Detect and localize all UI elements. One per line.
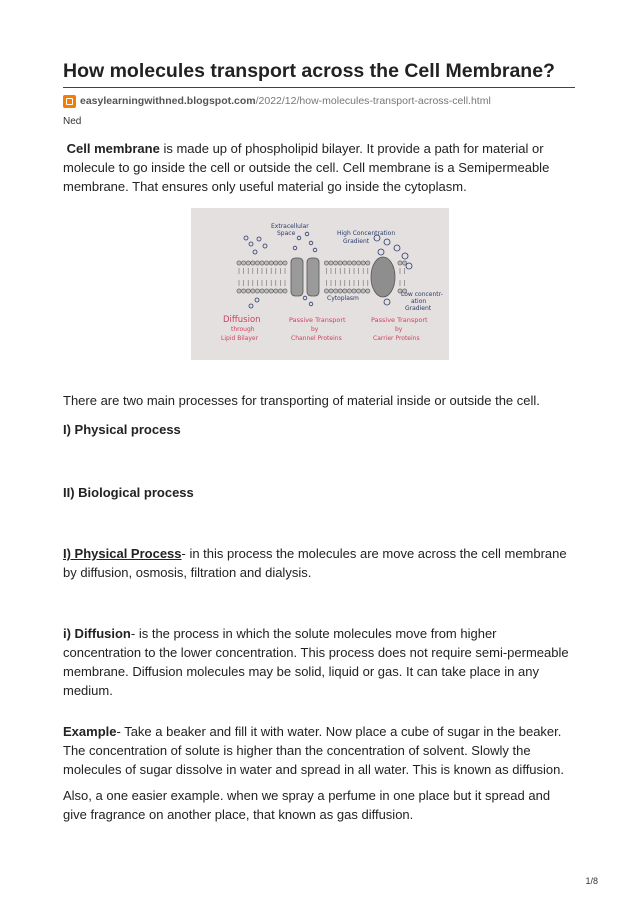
- title-divider: [63, 87, 575, 88]
- lipid-head: [283, 289, 287, 293]
- intro-paragraph: [63, 139, 575, 196]
- lipid-head: [269, 261, 273, 265]
- lipid-head: [242, 261, 246, 265]
- lipid-head: [260, 261, 264, 265]
- lipid-head: [269, 289, 273, 293]
- lipid-head: [274, 261, 278, 265]
- lipid-head: [352, 261, 356, 265]
- label-low-conc-2: ation: [411, 298, 427, 305]
- heading-biological-text: II) Biological process: [63, 485, 194, 500]
- lipid-head: [255, 289, 259, 293]
- intro-bold: Cell membrane: [66, 141, 160, 156]
- membrane-drawing: [191, 208, 449, 360]
- lipid-head: [343, 261, 347, 265]
- lipid-head: [338, 289, 342, 293]
- carrier-protein: [371, 257, 395, 297]
- cell-membrane-diagram: [191, 208, 449, 360]
- lipid-head: [334, 289, 338, 293]
- lipid-head: [361, 261, 365, 265]
- label-diffusion-3: Lipid Bilayer: [221, 335, 259, 342]
- physical-paragraph: [63, 544, 575, 582]
- heading-biological: [63, 483, 575, 502]
- channel-protein-left: [291, 258, 303, 296]
- lipid-head: [246, 261, 250, 265]
- diffusion-text: - is the process in which the solute molecules move from higher concentration to the lower concentration. This process does not require semi-permeable membrane. Diffusion molecules may be solid, liquid or gas. It can take place in any medium.: [63, 626, 569, 698]
- label-passive2-2: by: [395, 326, 403, 333]
- label-low-conc-3: Gradient: [405, 305, 432, 312]
- physical-bold: I) Physical Process: [63, 546, 182, 561]
- label-diffusion-1: Diffusion: [223, 315, 261, 325]
- lipid-head: [361, 289, 365, 293]
- label-passive2-1: Passive Transport: [371, 316, 428, 324]
- page-title: How molecules transport across the Cell Membrane?: [63, 60, 555, 82]
- example-text: - Take a beaker and fill it with water. Now place a cube of sugar in the beaker. The concentration of solute is higher than the concentration of solvent. Slowly the molecules of sugar dissolve in water and spread in all water. This is known as diffusion.: [63, 724, 565, 777]
- lipid-head: [357, 289, 361, 293]
- heading-physical-text: I) Physical process: [63, 422, 181, 437]
- lipid-head: [237, 289, 241, 293]
- lipid-head: [324, 289, 328, 293]
- channel-protein-right: [307, 258, 319, 296]
- lipid-head: [255, 261, 259, 265]
- lipid-head: [251, 289, 255, 293]
- lipid-head: [357, 261, 361, 265]
- example-paragraph: [63, 722, 575, 779]
- lipid-head: [324, 261, 328, 265]
- two-processes-paragraph: There are two main processes for transporting of material inside or outside the cell.: [63, 393, 540, 408]
- label-space: Space: [277, 230, 296, 237]
- source-domain[interactable]: easylearningwithned.blogspot.com: [80, 95, 256, 107]
- label-passive2-3: Carrier Proteins: [373, 335, 420, 342]
- lipid-head: [347, 261, 351, 265]
- blogger-icon: [63, 95, 76, 108]
- lipid-head: [398, 261, 402, 265]
- label-passive1-1: Passive Transport: [289, 316, 346, 324]
- label-gradient: Gradient: [343, 238, 370, 245]
- lipid-head: [242, 289, 246, 293]
- lipid-head: [260, 289, 264, 293]
- source-path[interactable]: /2022/12/how-molecules-transport-across-cell.html: [255, 95, 491, 107]
- diffusion-paragraph: [63, 624, 575, 700]
- also-paragraph: Also, a one easier example. when we spray a perfume in one place but it spread and give fragrance on another place, that known as gas diffusion.: [63, 788, 551, 822]
- lipid-head: [329, 261, 333, 265]
- label-low-conc-1: Low concentr-: [401, 291, 443, 298]
- label-diffusion-2: through: [231, 326, 255, 333]
- source-link[interactable]: [63, 94, 491, 108]
- lipid-head: [352, 289, 356, 293]
- lipid-head: [278, 261, 282, 265]
- lipid-head: [283, 261, 287, 265]
- heading-physical: [63, 420, 575, 439]
- lipid-head: [265, 261, 269, 265]
- lipid-head: [274, 289, 278, 293]
- lipid-head: [366, 289, 370, 293]
- diffusion-bold: i) Diffusion: [63, 626, 131, 641]
- lipid-head: [343, 289, 347, 293]
- physical-text: - in this process the molecules are move across the cell membrane by diffusion, osmosis, filtration and dialysis.: [63, 546, 567, 580]
- lipid-head: [237, 261, 241, 265]
- lipid-head: [338, 261, 342, 265]
- page-number: 1/8: [585, 876, 598, 886]
- lipid-head: [251, 261, 255, 265]
- lipid-head: [265, 289, 269, 293]
- label-high-conc: High Concentration: [337, 230, 396, 237]
- lipid-head: [278, 289, 282, 293]
- label-passive1-3: Channel Proteins: [291, 335, 342, 342]
- lipid-head: [334, 261, 338, 265]
- label-extracellular: Extracellular: [271, 223, 309, 230]
- lipid-head: [329, 289, 333, 293]
- author-name: Ned: [63, 116, 82, 127]
- label-passive1-2: by: [311, 326, 319, 333]
- label-cytoplasm: Cytoplasm: [327, 295, 359, 302]
- lipid-head: [366, 261, 370, 265]
- lipid-head: [347, 289, 351, 293]
- lipid-head: [246, 289, 250, 293]
- example-bold: Example: [63, 724, 117, 739]
- intro-text: is made up of phospholipid bilayer. It provide a path for material or molecule to go inside the cell or outside the cell. Cell membrane is a Semipermeable membrane. That ensures only useful material go inside the cytoplasm.: [63, 141, 550, 194]
